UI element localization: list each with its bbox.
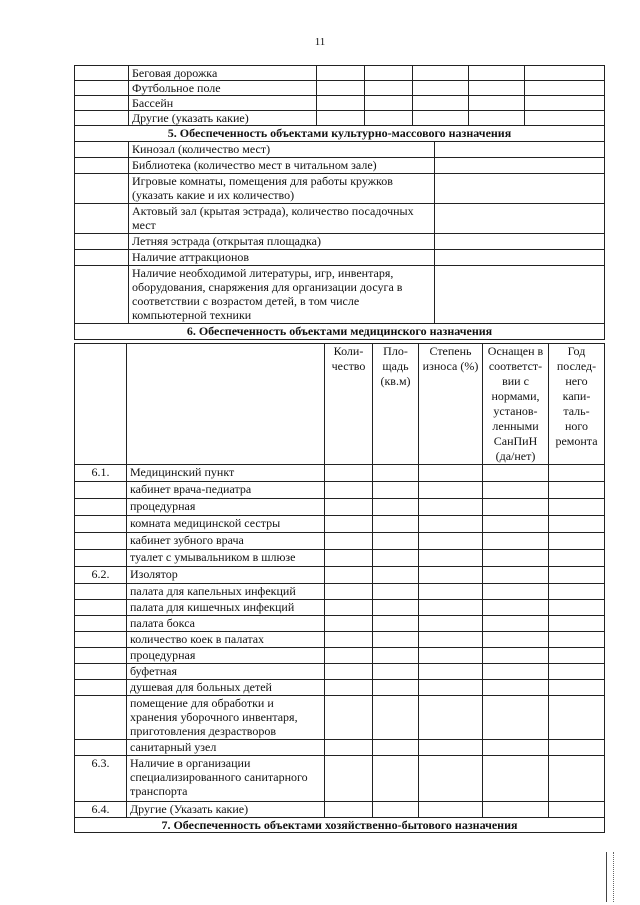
empty-cell xyxy=(419,533,483,550)
page-number: 11 xyxy=(314,36,326,48)
row-number xyxy=(75,632,127,648)
column-header-repair-year: Год послед-него капи-таль-ного ремонта xyxy=(549,344,605,465)
empty-cell xyxy=(549,756,605,802)
empty-cell xyxy=(483,740,549,756)
empty-cell xyxy=(483,516,549,533)
empty-cell xyxy=(419,664,483,680)
medical-rows xyxy=(75,465,605,818)
row-label: Другие (указать какие) xyxy=(129,111,317,126)
medical-facilities-table xyxy=(74,343,605,833)
margin-mark xyxy=(606,852,614,902)
empty-cell xyxy=(373,516,419,533)
empty-cell xyxy=(549,600,605,616)
section-heading-row xyxy=(75,126,605,142)
table-row xyxy=(75,600,605,616)
row-label: Игровые комнаты, помещения для работы кружков (указать какие и их количество) xyxy=(129,174,435,204)
empty-cell xyxy=(373,740,419,756)
table-row xyxy=(75,234,605,250)
empty-cell xyxy=(483,616,549,632)
empty-cell xyxy=(325,664,373,680)
table-row xyxy=(75,158,605,174)
section-6-title: 6. Обеспеченность объектами медицинского назначения xyxy=(75,324,605,340)
empty-cell xyxy=(549,616,605,632)
row-label: Бассейн xyxy=(129,96,317,111)
row-label: кабинет зубного врача xyxy=(127,533,325,550)
table-row xyxy=(75,96,605,111)
row-label: Футбольное поле xyxy=(129,81,317,96)
empty-cell xyxy=(325,584,373,600)
row-number xyxy=(75,516,127,533)
table-row xyxy=(75,204,605,234)
table-row xyxy=(75,648,605,664)
empty-cell xyxy=(419,756,483,802)
empty-cell xyxy=(483,465,549,482)
row-label: санитарный узел xyxy=(127,740,325,756)
empty-cell xyxy=(549,802,605,818)
row-number: 6.2. xyxy=(75,567,127,584)
row-label: количество коек в палатах xyxy=(127,632,325,648)
empty-cell xyxy=(549,465,605,482)
section-heading-row xyxy=(75,324,605,340)
empty-cell xyxy=(483,584,549,600)
empty-cell xyxy=(483,680,549,696)
table-row xyxy=(75,664,605,680)
cultural-facilities-table xyxy=(74,141,605,340)
empty-cell xyxy=(325,696,373,740)
empty-cell xyxy=(549,482,605,499)
row-label: палата для кишечных инфекций xyxy=(127,600,325,616)
row-number xyxy=(75,600,127,616)
empty-cell xyxy=(373,632,419,648)
empty-cell xyxy=(373,567,419,584)
empty-cell xyxy=(483,567,549,584)
table-row xyxy=(75,802,605,818)
empty-cell xyxy=(373,664,419,680)
empty-cell xyxy=(373,616,419,632)
row-number xyxy=(75,664,127,680)
table-row xyxy=(75,81,605,96)
row-label: Наличие аттракционов xyxy=(129,250,435,266)
row-label: Библиотека (количество мест в читальном зале) xyxy=(129,158,435,174)
row-number: 6.1. xyxy=(75,465,127,482)
empty-cell xyxy=(549,664,605,680)
row-label: процедурная xyxy=(127,499,325,516)
table-row xyxy=(75,174,605,204)
empty-cell xyxy=(419,465,483,482)
empty-cell xyxy=(325,465,373,482)
table-row xyxy=(75,516,605,533)
row-number xyxy=(75,616,127,632)
row-label: палата для капельных инфекций xyxy=(127,584,325,600)
empty-cell xyxy=(549,516,605,533)
empty-cell xyxy=(325,632,373,648)
empty-cell xyxy=(325,756,373,802)
empty-cell xyxy=(325,499,373,516)
empty-cell xyxy=(419,600,483,616)
empty-cell xyxy=(325,567,373,584)
row-number xyxy=(75,696,127,740)
row-number: 6.3. xyxy=(75,756,127,802)
empty-cell xyxy=(549,648,605,664)
empty-cell xyxy=(325,648,373,664)
empty-cell xyxy=(483,664,549,680)
row-number xyxy=(75,584,127,600)
table-row xyxy=(75,550,605,567)
row-label: палата бокса xyxy=(127,616,325,632)
empty-cell xyxy=(325,680,373,696)
column-header-wear: Степень износа (%) xyxy=(419,344,483,465)
empty-cell xyxy=(483,648,549,664)
empty-cell xyxy=(373,802,419,818)
empty-cell xyxy=(325,533,373,550)
empty-cell xyxy=(549,696,605,740)
empty-cell xyxy=(419,802,483,818)
table-row xyxy=(75,482,605,499)
empty-cell xyxy=(325,600,373,616)
empty-cell xyxy=(373,482,419,499)
empty-cell xyxy=(373,533,419,550)
empty-cell xyxy=(325,516,373,533)
row-label: процедурная xyxy=(127,648,325,664)
row-label: Другие (Указать какие) xyxy=(127,802,325,818)
empty-cell xyxy=(419,516,483,533)
empty-cell xyxy=(549,680,605,696)
row-number xyxy=(75,499,127,516)
row-number xyxy=(75,533,127,550)
empty-cell xyxy=(373,696,419,740)
empty-cell xyxy=(549,550,605,567)
column-header-equipped: Оснащен в соответст-вии с нормами, установ-ленными СанПиН (да/нет) xyxy=(483,344,549,465)
row-label: Летняя эстрада (открытая площадка) xyxy=(129,234,435,250)
row-label: Изолятор xyxy=(127,567,325,584)
empty-cell xyxy=(419,696,483,740)
empty-cell xyxy=(419,550,483,567)
table-row xyxy=(75,533,605,550)
row-number xyxy=(75,550,127,567)
empty-cell xyxy=(373,756,419,802)
empty-cell xyxy=(549,533,605,550)
row-label: комната медицинской сестры xyxy=(127,516,325,533)
empty-cell xyxy=(419,680,483,696)
table-row xyxy=(75,756,605,802)
row-label: Медицинский пункт xyxy=(127,465,325,482)
row-label: помещение для обработки и хранения уборочного инвентаря, приготовления дезрастворов xyxy=(127,696,325,740)
empty-cell xyxy=(419,740,483,756)
empty-cell xyxy=(373,584,419,600)
empty-cell xyxy=(549,584,605,600)
section-heading-row xyxy=(75,818,605,833)
table-row xyxy=(75,66,605,81)
empty-cell xyxy=(373,550,419,567)
empty-cell xyxy=(419,584,483,600)
empty-cell xyxy=(373,680,419,696)
empty-cell xyxy=(483,499,549,516)
row-label: Беговая дорожка xyxy=(129,66,317,81)
row-number xyxy=(75,680,127,696)
empty-cell xyxy=(419,567,483,584)
empty-cell xyxy=(419,499,483,516)
empty-cell xyxy=(549,567,605,584)
empty-cell xyxy=(549,632,605,648)
row-number xyxy=(75,482,127,499)
empty-cell xyxy=(483,756,549,802)
sports-facilities-table xyxy=(74,65,605,142)
empty-cell xyxy=(483,600,549,616)
empty-cell xyxy=(373,465,419,482)
empty-cell xyxy=(325,482,373,499)
table-row xyxy=(75,266,605,324)
empty-cell xyxy=(549,499,605,516)
column-header-quantity: Коли-чество xyxy=(325,344,373,465)
table-row xyxy=(75,696,605,740)
empty-cell xyxy=(325,616,373,632)
row-label: Наличие в организации специализированного санитарного транспорта xyxy=(127,756,325,802)
row-label: Актовый зал (крытая эстрада), количество посадочных мест xyxy=(129,204,435,234)
table-row xyxy=(75,680,605,696)
row-label: Наличие необходимой литературы, игр, инвентаря, оборудования, снаряжения для организации досуга в соответствии с возрастом детей, в том числе компьютерной техники xyxy=(129,266,435,324)
row-label: душевая для больных детей xyxy=(127,680,325,696)
empty-cell xyxy=(419,616,483,632)
row-number xyxy=(75,740,127,756)
empty-cell xyxy=(483,632,549,648)
row-number: 6.4. xyxy=(75,802,127,818)
table-row xyxy=(75,499,605,516)
empty-cell xyxy=(373,600,419,616)
row-label: Кинозал (количество мест) xyxy=(129,142,435,158)
empty-cell xyxy=(373,648,419,664)
table-row xyxy=(75,567,605,584)
empty-cell xyxy=(483,696,549,740)
table-row xyxy=(75,740,605,756)
table-row xyxy=(75,616,605,632)
empty-cell xyxy=(373,499,419,516)
section-7-title: 7. Обеспеченность объектами хозяйственно-бытового назначения xyxy=(75,818,605,833)
empty-cell xyxy=(325,550,373,567)
empty-cell xyxy=(325,740,373,756)
empty-cell xyxy=(549,740,605,756)
row-label: кабинет врача-педиатра xyxy=(127,482,325,499)
empty-cell xyxy=(419,648,483,664)
empty-cell xyxy=(325,802,373,818)
table-header-row xyxy=(75,344,605,465)
section-5-title: 5. Обеспеченность объектами культурно-массового назначения xyxy=(75,126,605,142)
column-header-area: Пло-щадь (кв.м) xyxy=(373,344,419,465)
row-label: буфетная xyxy=(127,664,325,680)
table-row xyxy=(75,250,605,266)
empty-cell xyxy=(483,550,549,567)
table-row xyxy=(75,142,605,158)
row-label: туалет с умывальником в шлюзе xyxy=(127,550,325,567)
empty-cell xyxy=(419,482,483,499)
table-row xyxy=(75,632,605,648)
table-row xyxy=(75,584,605,600)
row-number xyxy=(75,648,127,664)
empty-cell xyxy=(483,482,549,499)
empty-cell xyxy=(483,533,549,550)
empty-cell xyxy=(483,802,549,818)
empty-cell xyxy=(419,632,483,648)
table-row xyxy=(75,111,605,126)
table-row xyxy=(75,465,605,482)
